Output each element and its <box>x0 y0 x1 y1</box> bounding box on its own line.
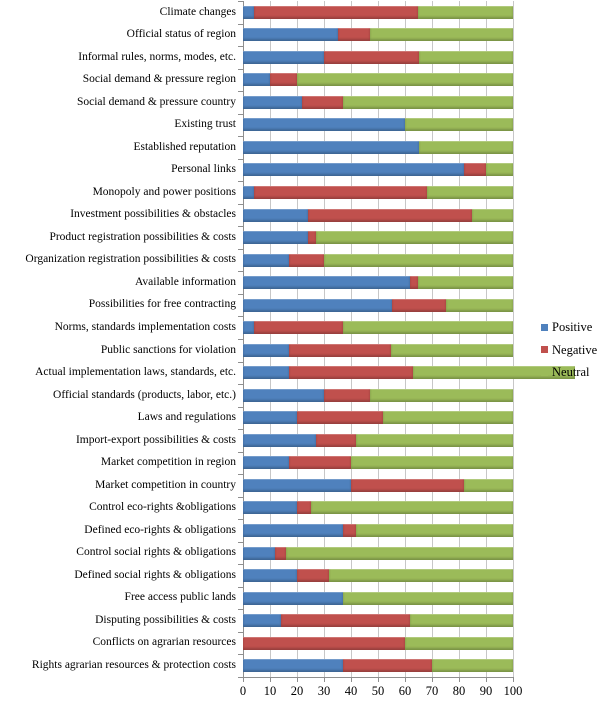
bar-segment-negative <box>410 276 418 289</box>
bar-segment-positive <box>243 456 289 469</box>
bar-row <box>243 587 513 610</box>
category-label: Defined eco-rights & obligations <box>84 523 236 536</box>
bar-row <box>243 69 513 92</box>
category-label: Possibilities for free contracting <box>88 298 236 311</box>
category-label: Available information <box>134 275 236 288</box>
stacked-bar <box>243 456 513 469</box>
category-label: Disputing possibilities & costs <box>95 613 236 626</box>
category-label: Conflicts on agrarian resources <box>92 636 236 649</box>
category-label: Laws and regulations <box>137 411 236 424</box>
bar-segment-negative <box>308 209 473 222</box>
stacked-bar <box>243 411 513 424</box>
bar-segment-neutral <box>405 637 513 650</box>
category-label: Informal rules, norms, modes, etc. <box>78 50 236 63</box>
category-label: Market competition in region <box>100 456 236 469</box>
bar-segment-positive <box>243 524 343 537</box>
stacked-bar <box>243 51 513 64</box>
category-label: Rights agrarian resources & protection costs <box>31 658 236 671</box>
x-axis-tick-label: 50 <box>371 684 385 698</box>
bar-row <box>243 384 513 407</box>
stacked-bar <box>243 96 513 109</box>
bar-row <box>243 46 513 69</box>
bar-segment-negative <box>275 547 286 560</box>
bar-segment-neutral <box>472 209 513 222</box>
category-label: Social demand & pressure region <box>82 73 236 86</box>
bar-segment-negative <box>343 524 357 537</box>
bar-segment-positive <box>243 547 275 560</box>
bar-segment-negative <box>243 637 405 650</box>
bar-segment-neutral <box>486 163 513 176</box>
bar-row <box>243 226 513 249</box>
bar-segment-neutral <box>343 96 513 109</box>
bar-row <box>243 181 513 204</box>
bar-segment-neutral <box>370 389 513 402</box>
bar-segment-positive <box>243 659 343 672</box>
bar-segment-negative <box>392 299 446 312</box>
stacked-bar <box>243 321 513 334</box>
bar-segment-neutral <box>324 254 513 267</box>
bar-segment-positive <box>243 231 308 244</box>
stacked-bar <box>243 389 513 402</box>
bar-segment-positive <box>243 186 254 199</box>
legend-marker-neutral-icon <box>541 369 548 376</box>
legend-item-neutral <box>541 361 597 384</box>
bar-segment-positive <box>243 276 410 289</box>
stacked-bar <box>243 186 513 199</box>
bar-segment-positive <box>243 73 270 86</box>
stacked-bar <box>243 254 513 267</box>
bar-segment-positive <box>243 592 343 605</box>
bar-row <box>243 474 513 497</box>
bar-segment-negative <box>351 479 464 492</box>
category-label: Personal links <box>171 163 236 176</box>
bar-segment-neutral <box>464 479 513 492</box>
bar-segment-negative <box>289 254 324 267</box>
category-label: Free access public lands <box>124 591 236 604</box>
category-label: Official standards (products, labor, etc.) <box>53 388 236 401</box>
bar-segment-negative <box>289 456 351 469</box>
bar-row <box>243 159 513 182</box>
bar-row <box>243 542 513 565</box>
stacked-bar <box>243 344 513 357</box>
stacked-bar <box>243 569 513 582</box>
category-label: Investment possibilities & obstacles <box>70 208 236 221</box>
bar-segment-neutral <box>356 524 513 537</box>
bar-segment-neutral <box>351 456 513 469</box>
category-label: Norms, standards implementation costs <box>54 320 236 333</box>
bar-row <box>243 519 513 542</box>
bar-segment-negative <box>289 366 413 379</box>
bar-segment-neutral <box>391 344 513 357</box>
category-label: Market competition in country <box>95 478 236 491</box>
x-axis-tick-label: 90 <box>479 684 493 698</box>
bar-segment-neutral <box>410 614 513 627</box>
bar-segment-negative <box>338 28 370 41</box>
bar-segment-neutral <box>405 118 513 131</box>
stacked-bar <box>243 637 513 650</box>
bar-segment-negative <box>281 614 411 627</box>
bar-segment-positive <box>243 321 254 334</box>
bar-segment-positive <box>243 569 297 582</box>
stacked-bar <box>243 366 575 379</box>
category-label: Existing trust <box>174 118 236 131</box>
bar-segment-neutral <box>316 231 513 244</box>
x-axis-line <box>243 677 513 678</box>
bar-segment-neutral <box>343 321 513 334</box>
stacked-bar <box>243 141 513 154</box>
bar-segment-positive <box>243 28 338 41</box>
category-label: Public sanctions for violation <box>100 343 236 356</box>
x-axis-tick-label: 0 <box>239 684 247 698</box>
stacked-bar <box>243 547 513 560</box>
category-label: Social demand & pressure country <box>76 95 236 108</box>
bar-segment-negative <box>289 344 392 357</box>
stacked-bar <box>243 209 513 222</box>
bar-segment-positive <box>243 479 351 492</box>
bar-segment-neutral <box>311 501 514 514</box>
bar-segment-neutral <box>383 411 513 424</box>
bar-segment-neutral <box>297 73 513 86</box>
bar-segment-positive <box>243 366 289 379</box>
bar-segment-positive <box>243 344 289 357</box>
category-label: Import-export possibilities & costs <box>75 433 236 446</box>
bar-segment-positive <box>243 163 464 176</box>
stacked-bar <box>243 6 513 19</box>
bar-row <box>243 452 513 475</box>
bar-row <box>243 654 513 677</box>
bar-segment-negative <box>343 659 432 672</box>
bar-segment-neutral <box>418 276 513 289</box>
legend-label: Neutral <box>552 365 590 379</box>
bar-segment-positive <box>243 389 324 402</box>
bar-row <box>243 316 513 339</box>
bar-row <box>243 294 513 317</box>
legend-marker-negative-icon <box>541 346 548 353</box>
bar-segment-neutral <box>419 141 514 154</box>
x-axis-tick-label: 20 <box>290 684 304 698</box>
category-label: Established reputation <box>133 140 236 153</box>
bar-segment-neutral <box>329 569 513 582</box>
legend-label: Positive <box>552 320 593 334</box>
bar-segment-neutral <box>370 28 513 41</box>
bar-segment-negative <box>297 569 329 582</box>
bar-row <box>243 564 513 587</box>
stacked-bar <box>243 299 513 312</box>
category-label: Control eco-rights &obligations <box>89 501 236 514</box>
category-label: Defined social rights & obligations <box>74 568 236 581</box>
bar-segment-positive <box>243 254 289 267</box>
category-label: Actual implementation laws, standards, etc. <box>35 366 236 379</box>
legend-item-negative <box>541 339 597 362</box>
x-axis-tick-label: 30 <box>317 684 331 698</box>
bar-segment-negative <box>254 6 419 19</box>
bar-segment-positive <box>243 501 297 514</box>
x-axis-tick-label: 100 <box>503 684 523 698</box>
category-label: Organization registration possibilities & costs <box>25 253 236 266</box>
bar-row <box>243 362 513 385</box>
stacked-bar <box>243 28 513 41</box>
bar-segment-positive <box>243 96 302 109</box>
bar-row <box>243 136 513 159</box>
bar-segment-neutral <box>419 51 514 64</box>
legend-item-positive <box>541 316 597 339</box>
bar-row <box>243 632 513 655</box>
bar-segment-negative <box>297 411 383 424</box>
x-axis-tick-label: 60 <box>398 684 412 698</box>
bar-row <box>243 1 513 24</box>
stacked-bar <box>243 659 513 672</box>
bar-segment-negative <box>302 96 343 109</box>
y-axis-tick <box>238 677 243 678</box>
stacked-bar <box>243 592 513 605</box>
stacked-bar <box>243 524 513 537</box>
bar-segment-negative <box>308 231 316 244</box>
bar-segment-negative <box>254 321 343 334</box>
bar-segment-negative <box>254 186 427 199</box>
bar-segment-neutral <box>446 299 514 312</box>
bar-segment-negative <box>324 389 370 402</box>
bar-row <box>243 407 513 430</box>
bar-segment-neutral <box>432 659 513 672</box>
bar-segment-positive <box>243 6 254 19</box>
bar-segment-neutral <box>418 6 513 19</box>
x-axis-tick-label: 40 <box>344 684 358 698</box>
bar-segment-negative <box>270 73 297 86</box>
bar-segment-negative <box>297 501 311 514</box>
bar-segment-positive <box>243 434 316 447</box>
legend-label: Negative <box>552 342 598 357</box>
stacked-bar <box>243 118 513 131</box>
bar-row <box>243 609 513 632</box>
legend <box>541 316 597 384</box>
bar-row <box>243 339 513 362</box>
bar-segment-negative <box>464 163 486 176</box>
bar-segment-negative <box>316 434 357 447</box>
bar-segment-positive <box>243 51 324 64</box>
bar-segment-positive <box>243 118 405 131</box>
stacked-bar <box>243 434 513 447</box>
bar-segment-neutral <box>427 186 513 199</box>
bar-row <box>243 91 513 114</box>
category-label: Control social rights & obligations <box>76 546 236 559</box>
stacked-bar <box>243 501 513 514</box>
category-label: Monopoly and power positions <box>92 185 236 198</box>
bar-row <box>243 204 513 227</box>
x-axis-tick <box>513 677 514 682</box>
bar-segment-positive <box>243 299 392 312</box>
legend-marker-positive-icon <box>541 324 548 331</box>
stacked-bar <box>243 231 513 244</box>
bar-segment-positive <box>243 209 308 222</box>
x-axis-tick-label: 10 <box>263 684 277 698</box>
bar-segment-neutral <box>343 592 513 605</box>
bar-row <box>243 24 513 47</box>
category-label: Product registration possibilities & costs <box>49 230 236 243</box>
bar-row <box>243 429 513 452</box>
bar-segment-neutral <box>356 434 513 447</box>
gridline <box>513 1 514 677</box>
bar-row <box>243 497 513 520</box>
bar-segment-positive <box>243 411 297 424</box>
bar-segment-positive <box>243 141 419 154</box>
stacked-bar <box>243 614 513 627</box>
x-axis-tick-label: 80 <box>452 684 466 698</box>
category-label: Climate changes <box>159 5 236 18</box>
x-axis-tick-label: 70 <box>425 684 439 698</box>
bar-segment-neutral <box>286 547 513 560</box>
category-label: Official status of region <box>126 28 236 41</box>
stacked-bar <box>243 73 513 86</box>
bar-row <box>243 249 513 272</box>
stacked-bar <box>243 479 513 492</box>
bar-row <box>243 114 513 137</box>
stacked-bar <box>243 276 513 289</box>
stacked-bar <box>243 163 513 176</box>
bar-segment-negative <box>324 51 419 64</box>
bar-row <box>243 271 513 294</box>
bar-segment-positive <box>243 614 281 627</box>
